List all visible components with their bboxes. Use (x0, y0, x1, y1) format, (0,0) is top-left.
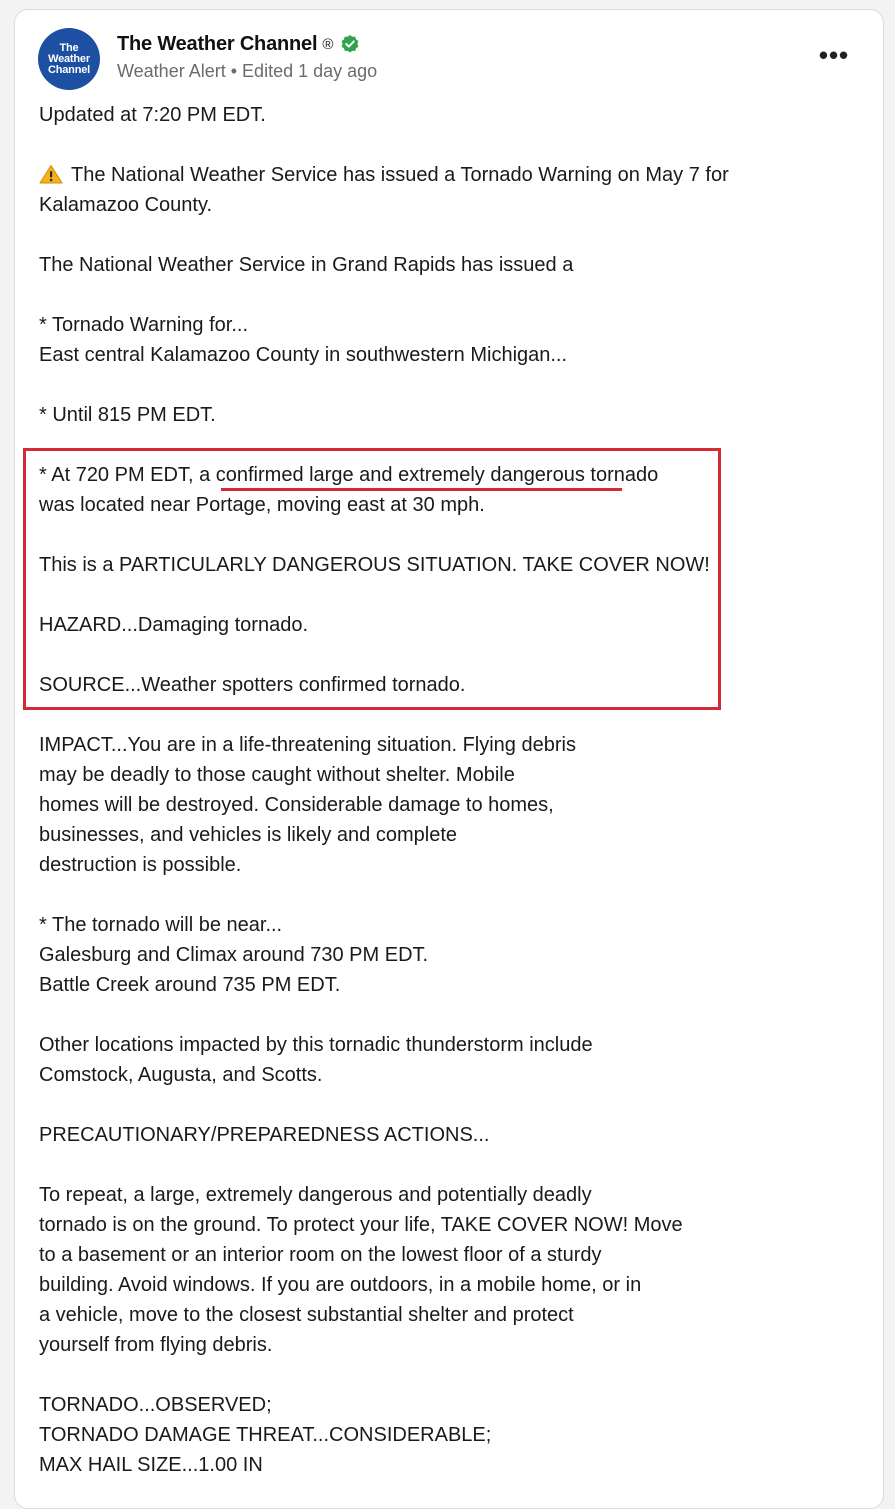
body-line: TORNADO...OBSERVED; (39, 1394, 272, 1416)
avatar-text-3: Channel (48, 63, 90, 76)
body-line: was located near Portage, moving east at 30 mph. (39, 494, 485, 516)
body-line-warning (39, 160, 729, 190)
registered-mark: ® (322, 35, 334, 53)
body-line: building. Avoid windows. If you are outdoors, in a mobile home, or in (39, 1274, 642, 1296)
body-line: tornado is on the ground. To protect your life, TAKE COVER NOW! Move (39, 1214, 683, 1236)
body-line: * The tornado will be near... (39, 914, 283, 936)
body-line: PRECAUTIONARY/PREPAREDNESS ACTIONS... (39, 1124, 490, 1146)
body-line: Battle Creek around 735 PM EDT. (39, 974, 341, 996)
body-line: to a basement or an interior room on the lowest floor of a sturdy (39, 1244, 602, 1266)
verified-badge-icon (340, 34, 360, 54)
body-line: Other locations impacted by this tornadic thunderstorm include (39, 1034, 593, 1056)
body-line: To repeat, a large, extremely dangerous and potentially deadly (39, 1184, 592, 1206)
body-line: homes will be destroyed. Considerable damage to homes, (39, 794, 554, 816)
post-meta (117, 61, 377, 82)
body-line: destruction is possible. (39, 854, 242, 876)
warning-icon (39, 164, 63, 184)
meta-separator: • (230, 61, 238, 81)
body-line: SOURCE...Weather spotters confirmed tornado. (39, 674, 466, 696)
body-line: The National Weather Service in Grand Rapids has issued a (39, 254, 574, 276)
author-row (117, 30, 360, 58)
avatar[interactable] (38, 28, 100, 90)
body-line-text: The National Weather Service has issued a Tornado Warning on May 7 for (71, 164, 729, 186)
post-category: Weather Alert (117, 61, 226, 81)
body-line: Kalamazoo County. (39, 194, 213, 216)
body-line: businesses, and vehicles is likely and complete (39, 824, 457, 846)
edited-label[interactable]: Edited 1 day ago (242, 61, 378, 81)
body-line: East central Kalamazoo County in southwestern Michigan... (39, 344, 568, 366)
body-line: TORNADO DAMAGE THREAT...CONSIDERABLE; (39, 1424, 492, 1446)
body-line: Galesburg and Climax around 730 PM EDT. (39, 944, 429, 966)
avatar-text-1: The (59, 41, 79, 54)
author-name[interactable]: The Weather Channel (117, 32, 318, 55)
body-line: a vehicle, move to the closest substantial shelter and protect (39, 1304, 574, 1326)
body-line: MAX HAIL SIZE...1.00 IN (39, 1454, 263, 1476)
more-options-icon[interactable]: ••• (818, 40, 850, 70)
body-line: * Until 815 PM EDT. (39, 404, 216, 426)
body-line: Comstock, Augusta, and Scotts. (39, 1064, 323, 1086)
body-line: * At 720 PM EDT, a confirmed large and extremely dangerous tornado (39, 464, 659, 486)
body-line: Updated at 7:20 PM EDT. (39, 104, 266, 126)
body-line: * Tornado Warning for... (39, 314, 249, 336)
body-line: This is a PARTICULARLY DANGEROUS SITUATION. TAKE COVER NOW! (39, 554, 710, 576)
body-line: may be deadly to those caught without shelter. Mobile (39, 764, 515, 786)
body-line: IMPACT...You are in a life-threatening situation. Flying debris (39, 734, 576, 756)
avatar-text-2: Weather (48, 52, 90, 65)
body-line: yourself from flying debris. (39, 1334, 273, 1356)
body-line: HAZARD...Damaging tornado. (39, 614, 309, 636)
